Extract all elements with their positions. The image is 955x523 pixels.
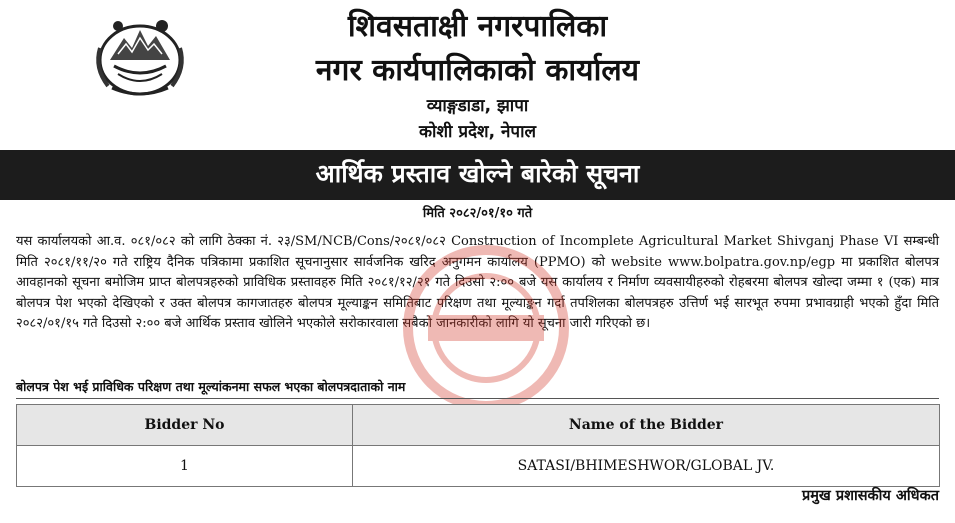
column-header-bidder-no: Bidder No	[17, 405, 353, 446]
notice-body: यस कार्यालयको आ.व. ०८१/०८२ को लागि ठेक्का नं. २३/SM/NCB/Cons/२०८१/०८२ Construction of Incomplete Agricultural Market Shivganj Phase VI सम्बन्धी मिति २०८१/११/२० गते राष्ट्रिय दैनिक पत्रिकामा प्रकाशित सूचनानुसार सार्वजनिक खरिद अनुगमन कार्यालय (PPMO) को website www.bolpatra.gov.np/egp मा प्रकाशित बोलपत्र आवहानको सूचना बमोजिम प्राप्त बोलपत्रहरुको प्राविधिक प्रस्तावहरु मिति २०८१/१२/२१ गते दिउसो २:०० बजे यस कार्यालय र निर्माण व्यवसायीहरुको रोहबरमा बोलपत्र खोल्दा जम्मा १ (एक) मात्र बोलपत्र पेश भएको देखिएको र उक्त बोलपत्र कागजातहरु बोलपत्र मूल्याङ्कन समितिबाट परिक्षण तथा मूल्याङ्कन गर्दा तपशिलका बोलपत्रहरु उत्तिर्ण भई सारभूत रुपमा प्रभावग्राही भएको हुँदा मिति २०८२/०१/१५ गते दिउसो २:०० बजे आर्थिक प्रस्ताव खोलिने भएकोले सरोकारवाला सबैको जानकारीको लागि यो सूचना जारी गरिएको छ।	[16, 234, 939, 331]
table-caption: बोलपत्र पेश भई प्राविधिक परिक्षण तथा मूल्यांकनमा सफल भएका बोलपत्रदाताको नाम	[16, 379, 406, 394]
notice-title-banner	[0, 150, 955, 200]
column-header-bidder-name: Name of the Bidder	[353, 405, 940, 446]
table-row	[17, 446, 940, 487]
signatory-title: प्रमुख प्रशासकीय अधिकत	[802, 488, 939, 504]
notice-date: मिति २०८२/०१/१० गते	[422, 206, 533, 221]
bidder-no-cell: 1	[17, 446, 353, 487]
notice-title: आर्थिक प्रस्ताव खोल्ने बारेको सूचना	[315, 159, 640, 188]
municipality-name: शिवसताक्षी नगरपालिका	[347, 9, 608, 44]
bidders-table	[16, 404, 940, 487]
bidder-name-cell: SATASI/BHIMESHWOR/GLOBAL JV.	[353, 446, 940, 487]
office-name: नगर कार्यपालिकाको कार्यालय	[315, 53, 640, 88]
address-line-2: कोशी प्रदेश, नेपाल	[419, 122, 536, 142]
address-line-1: व्याङ्गडाडा, झापा	[426, 96, 529, 116]
divider	[16, 398, 939, 399]
letterhead	[0, 0, 955, 148]
table-header-row	[17, 405, 940, 446]
